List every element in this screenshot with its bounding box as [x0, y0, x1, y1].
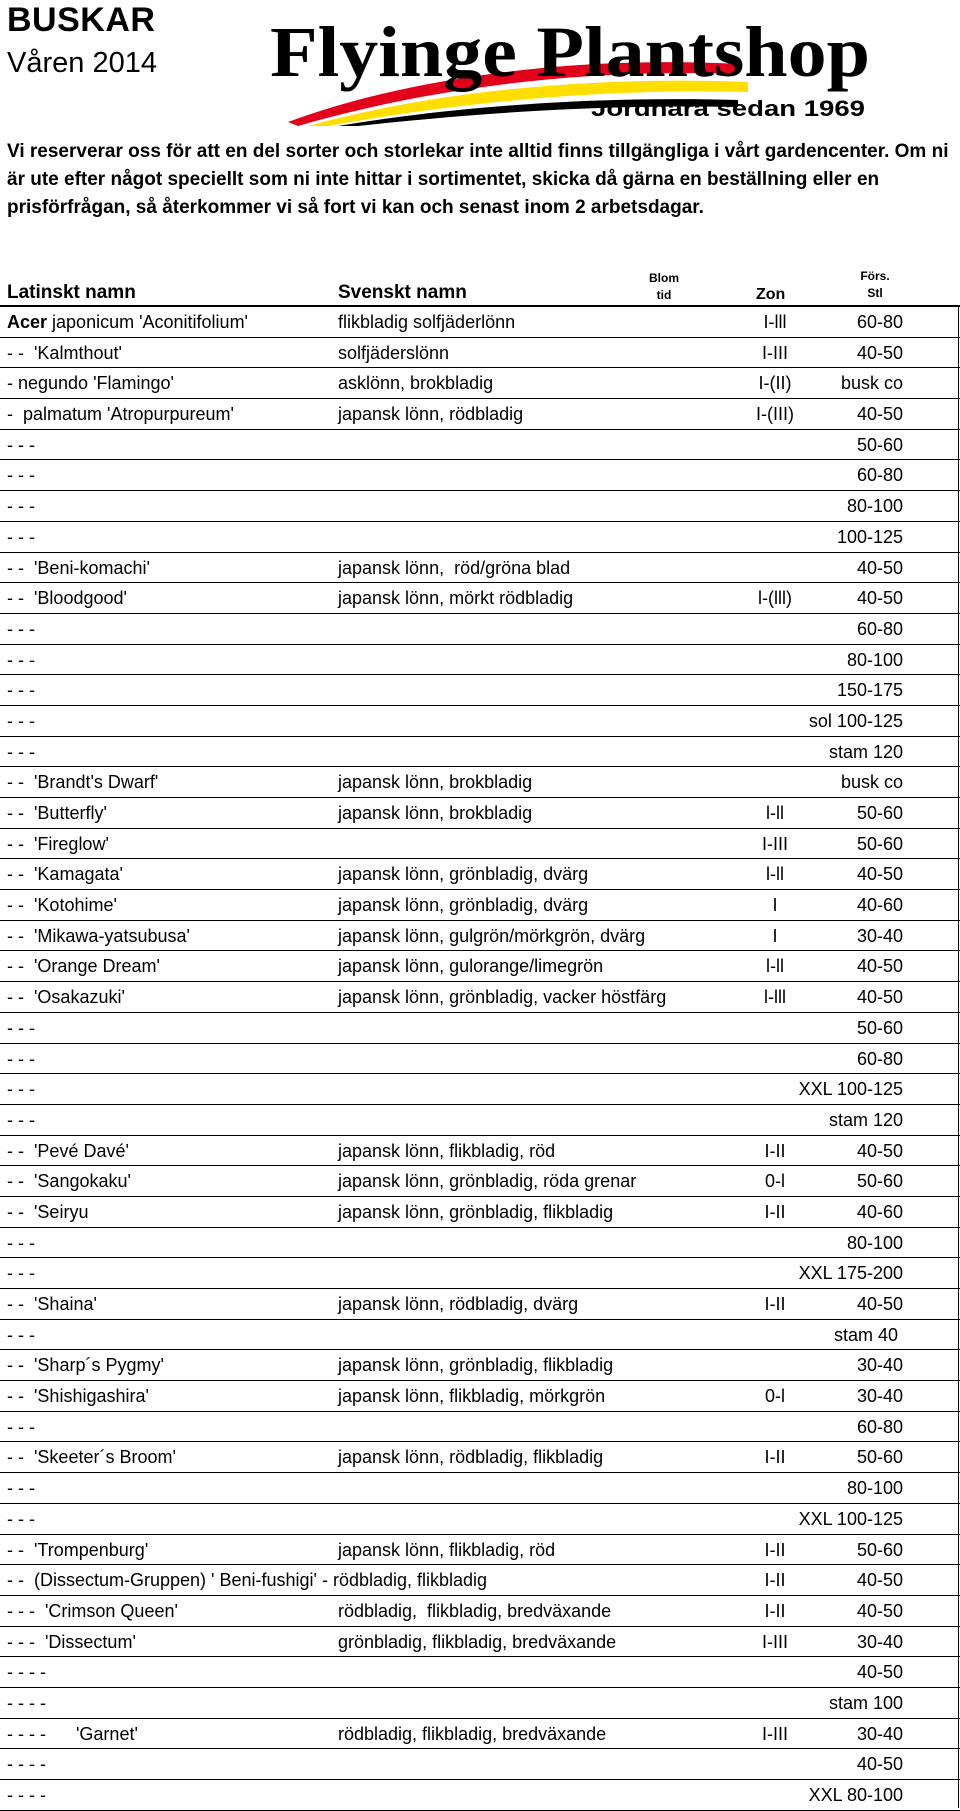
- table-row: [0, 1289, 960, 1320]
- size-cell: stam 100: [828, 1692, 903, 1713]
- size-cell: 80-100: [846, 496, 903, 517]
- table-row: [0, 1136, 960, 1167]
- size-cell: 50-60: [856, 1447, 903, 1468]
- table-row: [0, 706, 960, 737]
- swedish-name-cell: japansk lönn, brokbladig: [338, 772, 533, 793]
- table-row: [0, 1197, 960, 1228]
- zone-cell: l-ll: [766, 956, 784, 977]
- zone-cell: I-II: [764, 1201, 786, 1222]
- table-row: [0, 522, 960, 553]
- size-cell: 40-60: [856, 895, 903, 916]
- swedish-name-cell: flikbladig solfjäderlönn: [338, 312, 516, 332]
- table-row: [0, 1657, 960, 1688]
- table-row: [0, 737, 960, 768]
- plant-table: [0, 307, 960, 1811]
- table-row: [0, 829, 960, 860]
- swedish-name-cell: grönbladig, flikbladig, bredväxande: [338, 1631, 617, 1652]
- size-cell: 50-60: [856, 434, 903, 455]
- latin-name-cell: - - - -: [7, 1692, 46, 1713]
- zone-cell: 0-l: [764, 1386, 785, 1407]
- zone-cell: 0-l: [764, 1171, 785, 1192]
- table-row: [0, 1166, 960, 1197]
- table-row: [0, 1535, 960, 1566]
- table-row: [0, 491, 960, 522]
- swedish-name-cell: japansk lönn, grönbladig, flikbladig: [338, 1355, 614, 1376]
- table-row: [0, 1719, 960, 1750]
- size-cell: busk co: [840, 772, 903, 793]
- zone-cell: I-II: [764, 1140, 786, 1161]
- latin-name-cell: - - 'Shaina': [7, 1294, 97, 1314]
- zone-cell: I-(III): [756, 404, 794, 425]
- latin-name-cell: - - -: [7, 526, 35, 547]
- swedish-name-cell: japansk lönn, rödbladig: [338, 404, 524, 425]
- table-row: [0, 368, 960, 399]
- header-bloom-time: [649, 270, 679, 304]
- size-cell: 40-50: [856, 557, 903, 578]
- latin-name-cell: - - 'Trompenburg': [7, 1539, 149, 1560]
- table-row: [0, 675, 960, 706]
- table-row: [0, 583, 960, 614]
- page-title: BUSKAR: [7, 1, 156, 39]
- latin-name-cell: - - -: [7, 496, 35, 517]
- size-cell: XXL 80-100: [808, 1785, 903, 1805]
- zone-cell: I-II: [764, 1447, 786, 1468]
- size-cell: 40-50: [856, 987, 903, 1008]
- latin-name-cell: - - - - 'Garnet': [7, 1723, 138, 1744]
- table-row: [0, 460, 960, 491]
- logo-wordmark: Flyinge Plantshop: [270, 12, 870, 92]
- size-cell: 40-50: [856, 404, 903, 425]
- zone-cell: I-(II): [758, 373, 792, 394]
- size-cell: 30-40: [856, 1386, 903, 1407]
- header-size-line1: Förs.: [860, 269, 890, 283]
- swedish-name-cell: japansk lönn, rödbladig, flikbladig: [338, 1447, 604, 1468]
- genus-name: Acer: [7, 312, 48, 332]
- species-name: japonicum 'Aconitifolium': [47, 312, 248, 332]
- latin-name-cell: - - 'Fireglow': [7, 833, 109, 854]
- table-row: [0, 1504, 960, 1535]
- size-cell: 40-50: [856, 956, 903, 977]
- zone-cell: I-II: [764, 1600, 786, 1621]
- swedish-name-cell: japansk lönn, flikbladig, mörkgrön: [338, 1386, 606, 1407]
- latin-name-cell: - - 'Shishigashira': [7, 1386, 149, 1407]
- latin-name-cell: - - -: [7, 618, 35, 639]
- swedish-name-cell: japansk lönn, grönbladig, vacker höstfärg: [338, 987, 667, 1008]
- swedish-name-cell: japansk lönn, grönbladig, flikbladig: [338, 1201, 614, 1222]
- size-cell: 30-40: [856, 1723, 903, 1744]
- size-cell: XXL 100-125: [798, 1079, 903, 1100]
- latin-name-cell: - - - -: [7, 1785, 46, 1805]
- size-cell: 80-100: [846, 649, 903, 670]
- size-cell: 50-60: [856, 833, 903, 854]
- latin-name-cell: - - -: [7, 1263, 35, 1284]
- size-cell: 60-80: [856, 465, 903, 486]
- table-row: [0, 645, 960, 676]
- latin-name-cell: - - -: [7, 1017, 35, 1038]
- latin-name-cell: - - 'Kalmthout': [7, 342, 122, 363]
- header-swedish-name: Svenskt namn: [338, 282, 467, 303]
- logo-tagline: Jordnära sedan 1969: [591, 96, 865, 121]
- latin-name-cell: - - -: [7, 1232, 35, 1253]
- table-row: [0, 338, 960, 369]
- latin-name-cell: - - -: [7, 1109, 35, 1130]
- company-logo: [268, 4, 878, 126]
- latin-name-cell: - - -: [7, 1324, 35, 1345]
- zone-cell: I-lll: [763, 312, 787, 332]
- table-row: [0, 553, 960, 584]
- table-row: [0, 430, 960, 461]
- header-size-line2: Stl: [867, 286, 883, 300]
- header-bloom-line1: Blom: [649, 271, 679, 285]
- latin-name-cell: - - 'Bloodgood': [7, 588, 127, 609]
- size-cell: 30-40: [856, 925, 903, 946]
- latin-name-cell: - - -: [7, 1508, 35, 1529]
- table-row: [0, 399, 960, 430]
- table-row: [0, 1350, 960, 1381]
- table-row: [0, 1381, 960, 1412]
- size-cell: stam 120: [828, 741, 903, 762]
- latin-name-cell: - - 'Orange Dream': [7, 956, 160, 977]
- header-size: [860, 268, 890, 302]
- table-row: [0, 1565, 960, 1596]
- latin-name-cell: - - 'Kotohime': [7, 895, 117, 916]
- latin-name-cell: - - - 'Dissectum': [7, 1631, 136, 1652]
- size-cell: XXL 175-200: [798, 1263, 903, 1284]
- size-cell: sol 100-125: [808, 710, 903, 731]
- latin-name-cell: - - -: [7, 465, 35, 486]
- latin-name-cell: - - - -: [7, 1754, 46, 1775]
- size-cell: 40-50: [856, 588, 903, 609]
- table-row: [0, 1105, 960, 1136]
- swedish-name-cell: asklönn, brokbladig: [338, 373, 494, 394]
- size-cell: 50-60: [856, 1017, 903, 1038]
- zone-cell: I-II: [764, 1539, 786, 1560]
- size-cell: 50-60: [856, 1539, 903, 1560]
- table-row: [0, 1749, 960, 1780]
- latin-name-cell: - - 'Osakazuki': [7, 987, 125, 1008]
- zone-cell: l-ll: [766, 803, 784, 823]
- latin-name-cell: - negundo 'Flamingo': [7, 373, 174, 394]
- table-row: [0, 1044, 960, 1075]
- zone-cell: I-III: [762, 342, 788, 363]
- swedish-name-cell: japansk lönn, gulgrön/mörkgrön, dvärg: [338, 925, 646, 946]
- table-row: [0, 982, 960, 1013]
- swedish-name-cell: rödbladig, flikbladig, bredväxande: [338, 1600, 612, 1621]
- size-cell: stam 40: [833, 1324, 903, 1345]
- size-cell: 80-100: [846, 1478, 903, 1499]
- page-subtitle: Våren 2014: [7, 47, 157, 79]
- size-cell: 40-50: [856, 1570, 903, 1591]
- zone-cell: I: [772, 925, 778, 946]
- latin-name-cell: - - -: [7, 1478, 35, 1499]
- zone-cell: I-III: [762, 1723, 788, 1744]
- size-cell: 50-60: [856, 803, 903, 823]
- latin-name-cell: - - -: [7, 741, 35, 762]
- size-cell: 60-80: [856, 618, 903, 639]
- size-cell: 60-80: [856, 312, 903, 332]
- table-row: [0, 1228, 960, 1259]
- swedish-name-cell: japansk lönn, mörkt rödbladig: [338, 588, 574, 609]
- table-row: [0, 1780, 960, 1811]
- zone-cell: l-(lll): [758, 588, 792, 609]
- latin-name-cell: - - 'Beni-komachi': [7, 557, 150, 578]
- zone-cell: I: [772, 895, 778, 916]
- table-row: [0, 1688, 960, 1719]
- latin-name-cell: - - 'Kamagata': [7, 864, 123, 885]
- size-cell: XXL 100-125: [798, 1508, 903, 1529]
- latin-name-cell: - - 'Skeeter´s Broom': [7, 1447, 176, 1468]
- latin-name-cell: - - - 'Crimson Queen': [7, 1600, 178, 1621]
- latin-name-cell: - - 'Seiryu: [7, 1201, 89, 1222]
- table-row: [0, 1074, 960, 1105]
- zone-cell: I-II: [764, 1570, 786, 1591]
- latin-name-cell: - - 'Mikawa-yatsubusa': [7, 925, 190, 946]
- size-cell: 40-50: [856, 1294, 903, 1314]
- latin-name-cell: - - 'Pevé Davé': [7, 1140, 129, 1161]
- latin-name-cell: - - (Dissectum-Gruppen) ' Beni-fushigi' - rödbladig, flikbladig: [7, 1570, 488, 1591]
- table-row: [0, 890, 960, 921]
- size-cell: 60-80: [856, 1416, 903, 1437]
- zone-cell: I-III: [762, 1631, 788, 1652]
- latin-name-cell: - - -: [7, 1079, 35, 1100]
- latin-name-cell: - - 'Butterfly': [7, 803, 107, 823]
- latin-name-cell: - - - -: [7, 1662, 46, 1683]
- table-row: [0, 1258, 960, 1289]
- latin-name-cell: - - -: [7, 1416, 35, 1437]
- swedish-name-cell: japansk lönn, röd/gröna blad: [338, 557, 571, 578]
- zone-cell: l-ll: [766, 864, 784, 885]
- header-zone: Zon: [756, 286, 786, 303]
- table-row: [0, 1013, 960, 1044]
- latin-name-cell: - - -: [7, 649, 35, 670]
- table-row: [0, 859, 960, 890]
- size-cell: 40-50: [856, 1754, 903, 1775]
- swedish-name-cell: solfjäderslönn: [338, 342, 450, 363]
- latin-name-cell: [7, 311, 248, 333]
- table-row: [0, 1473, 960, 1504]
- table-row: [0, 951, 960, 982]
- size-cell: 100-125: [836, 526, 903, 547]
- swedish-name-cell: japansk lönn, grönbladig, dvärg: [338, 895, 589, 916]
- latin-name-cell: - - -: [7, 710, 35, 731]
- zone-cell: l-lll: [764, 987, 786, 1008]
- size-cell: 150-175: [836, 680, 903, 701]
- table-row: [0, 1442, 960, 1473]
- size-cell: 40-50: [856, 1662, 903, 1683]
- size-cell: busk co: [840, 373, 903, 394]
- size-cell: 40-50: [856, 342, 903, 363]
- swedish-name-cell: japansk lönn, gulorange/limegrön: [338, 956, 604, 977]
- size-cell: 30-40: [856, 1631, 903, 1652]
- size-cell: stam 120: [828, 1109, 903, 1130]
- swedish-name-cell: rödbladig, flikbladig, bredväxande: [338, 1723, 607, 1744]
- header-latin-name: Latinskt namn: [7, 282, 136, 303]
- swedish-name-cell: japansk lönn, flikbladig, röd: [338, 1539, 556, 1560]
- table-row: [0, 1412, 960, 1443]
- swedish-name-cell: japansk lönn, flikbladig, röd: [338, 1140, 556, 1161]
- size-cell: 80-100: [846, 1232, 903, 1253]
- size-cell: 40-50: [856, 1600, 903, 1621]
- table-row: [0, 1627, 960, 1658]
- header-bloom-line2: tid: [656, 288, 672, 302]
- latin-name-cell: - - 'Sharp´s Pygmy': [7, 1355, 164, 1376]
- latin-name-cell: - - -: [7, 434, 35, 455]
- table-row: [0, 798, 960, 829]
- table-row: [0, 307, 960, 338]
- swedish-name-cell: japansk lönn, brokbladig: [338, 803, 533, 823]
- swedish-name-cell: japansk lönn, rödbladig, dvärg: [338, 1294, 579, 1314]
- latin-name-cell: - palmatum 'Atropurpureum': [7, 404, 234, 425]
- size-cell: 40-50: [856, 864, 903, 885]
- table-row: [0, 1320, 960, 1351]
- size-cell: 50-60: [856, 1171, 903, 1192]
- zone-cell: I-II: [764, 1294, 786, 1314]
- swedish-name-cell: japansk lönn, grönbladig, röda grenar: [338, 1171, 637, 1192]
- size-cell: 40-60: [856, 1201, 903, 1222]
- table-row: [0, 767, 960, 798]
- table-row: [0, 1596, 960, 1627]
- latin-name-cell: - - 'Brandt's Dwarf': [7, 772, 159, 793]
- intro-text: Vi reserverar oss för att en del sorter och storlekar inte alltid finns tillgängliga i vårt gardencenter. Om ni är ute efter något speciellt som ni inte hittar i sortimentet, skicka då gärna en beställning eller en prisförfrågan, så återkommer vi så fort vi kan och senast inom 2 arbetsdagar.: [7, 141, 949, 218]
- table-header: [0, 262, 960, 308]
- latin-name-cell: - - -: [7, 680, 35, 701]
- size-cell: 40-50: [856, 1140, 903, 1161]
- size-cell: 30-40: [856, 1355, 903, 1376]
- latin-name-cell: - - -: [7, 1048, 35, 1069]
- size-cell: 60-80: [856, 1048, 903, 1069]
- table-row: [0, 921, 960, 952]
- table-row: [0, 614, 960, 645]
- zone-cell: I-III: [762, 833, 788, 854]
- latin-name-cell: - - 'Sangokaku': [7, 1171, 131, 1192]
- swedish-name-cell: japansk lönn, grönbladig, dvärg: [338, 864, 589, 885]
